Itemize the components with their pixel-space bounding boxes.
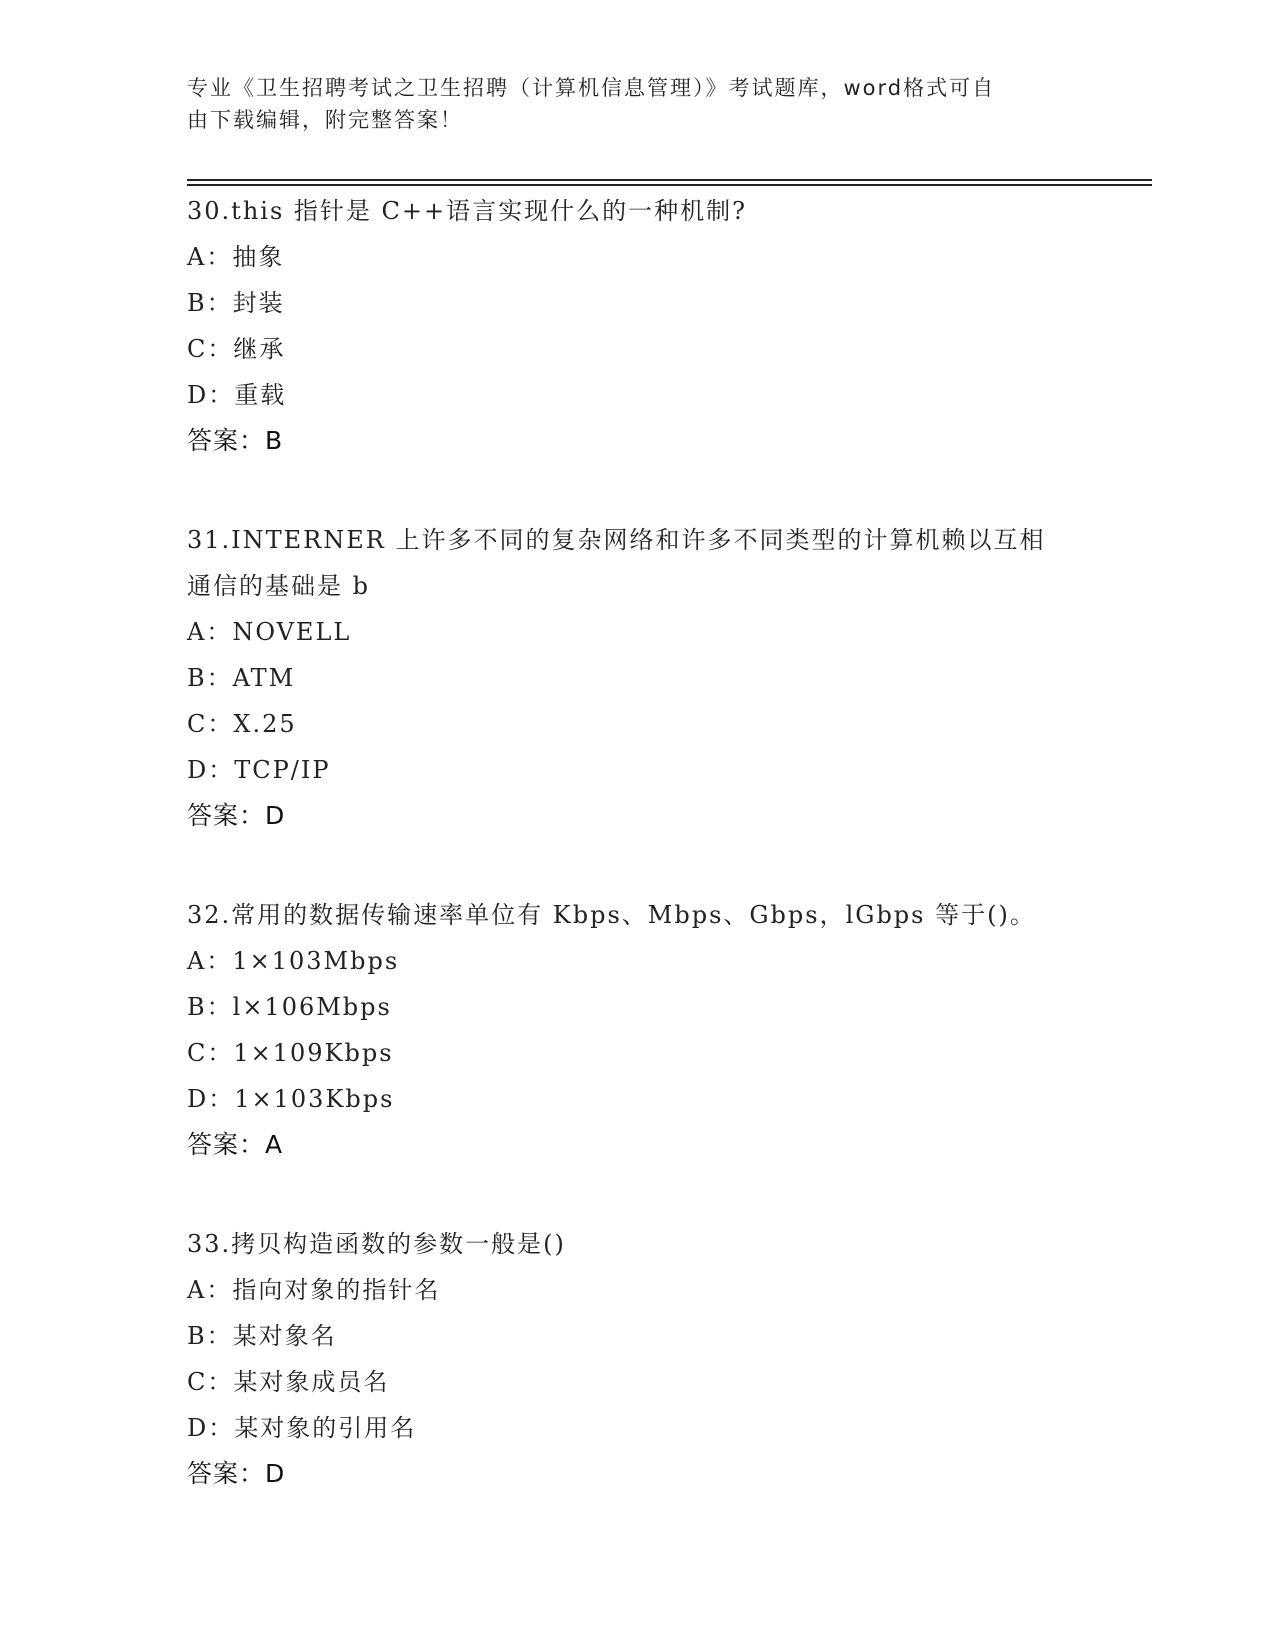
option-b (187, 655, 1087, 701)
option-key: B： (187, 289, 233, 317)
option-key: C： (187, 1039, 234, 1067)
option-text: ATM (232, 664, 296, 692)
option-b (187, 984, 1087, 1030)
document-header (187, 72, 1067, 136)
option-text: 抽象 (232, 243, 285, 271)
header-line-2: 由下载编辑，附完整答案！ (187, 108, 463, 132)
option-key: C： (187, 710, 234, 738)
option-key: D： (187, 381, 235, 409)
option-c (187, 701, 1087, 747)
option-text: l×106Mbps (232, 993, 392, 1021)
answer-line: 答案：D (187, 1459, 286, 1488)
answer-line: 答案：A (187, 1130, 284, 1159)
option-text: 指向对象的指针名 (232, 1276, 441, 1304)
option-text: 1×103Mbps (232, 947, 400, 975)
option-key: C： (187, 1368, 234, 1396)
option-key: B： (187, 993, 233, 1021)
question-stem-line-2: 通信的基础是 b (187, 572, 370, 600)
option-key: D： (187, 1085, 235, 1113)
answer-line: 答案：D (187, 801, 286, 830)
option-key: B： (187, 664, 233, 692)
option-text: 某对象名 (232, 1322, 337, 1350)
option-key: A： (187, 618, 233, 646)
option-key: D： (187, 1414, 235, 1442)
option-c (187, 326, 1087, 372)
option-key: A： (187, 947, 233, 975)
question-stem: 33.拷贝构造函数的参数一般是() (187, 1230, 566, 1258)
option-text: 继承 (233, 335, 286, 363)
header-line-1: 专业《卫生招聘考试之卫生招聘（计算机信息管理）》考试题库，word格式可自 (187, 76, 996, 100)
option-text: 封装 (232, 289, 285, 317)
option-key: B： (187, 1322, 233, 1350)
question-stem: 32.常用的数据传输速率单位有 Kbps、Mbps、Gbps，lGbps 等于()。 (187, 901, 1036, 929)
option-text: 1×103Kbps (234, 1085, 395, 1113)
question-list (187, 188, 1087, 1550)
question-33 (187, 1221, 1087, 1497)
header-divider-bottom (187, 184, 1152, 186)
option-text: 某对象的引用名 (234, 1414, 417, 1442)
header-divider-top (187, 179, 1152, 181)
option-text: X.25 (233, 710, 297, 738)
question-stem: 30.this 指针是 C++语言实现什么的一种机制? (187, 197, 747, 225)
option-text: NOVELL (232, 618, 352, 646)
option-text: 1×109Kbps (233, 1039, 394, 1067)
option-d (187, 1076, 1087, 1122)
option-text: TCP/IP (234, 756, 331, 784)
option-a (187, 234, 1087, 280)
option-text: 某对象成员名 (233, 1368, 390, 1396)
option-b (187, 1313, 1087, 1359)
option-d (187, 747, 1087, 793)
option-b (187, 280, 1087, 326)
option-d (187, 372, 1087, 418)
question-30 (187, 188, 1087, 464)
question-stem-line-1: 31.INTERNER 上许多不同的复杂网络和许多不同类型的计算机赖以互相 (187, 526, 1046, 554)
question-32 (187, 892, 1087, 1168)
option-a (187, 938, 1087, 984)
option-a (187, 1267, 1087, 1313)
option-key: A： (187, 1276, 233, 1304)
option-key: C： (187, 335, 234, 363)
option-a (187, 609, 1087, 655)
question-31 (187, 517, 1087, 839)
option-key: D： (187, 756, 235, 784)
option-c (187, 1030, 1087, 1076)
option-d (187, 1405, 1087, 1451)
option-text: 重载 (234, 381, 287, 409)
option-key: A： (187, 243, 233, 271)
answer-line: 答案：B (187, 426, 284, 455)
option-c (187, 1359, 1087, 1405)
